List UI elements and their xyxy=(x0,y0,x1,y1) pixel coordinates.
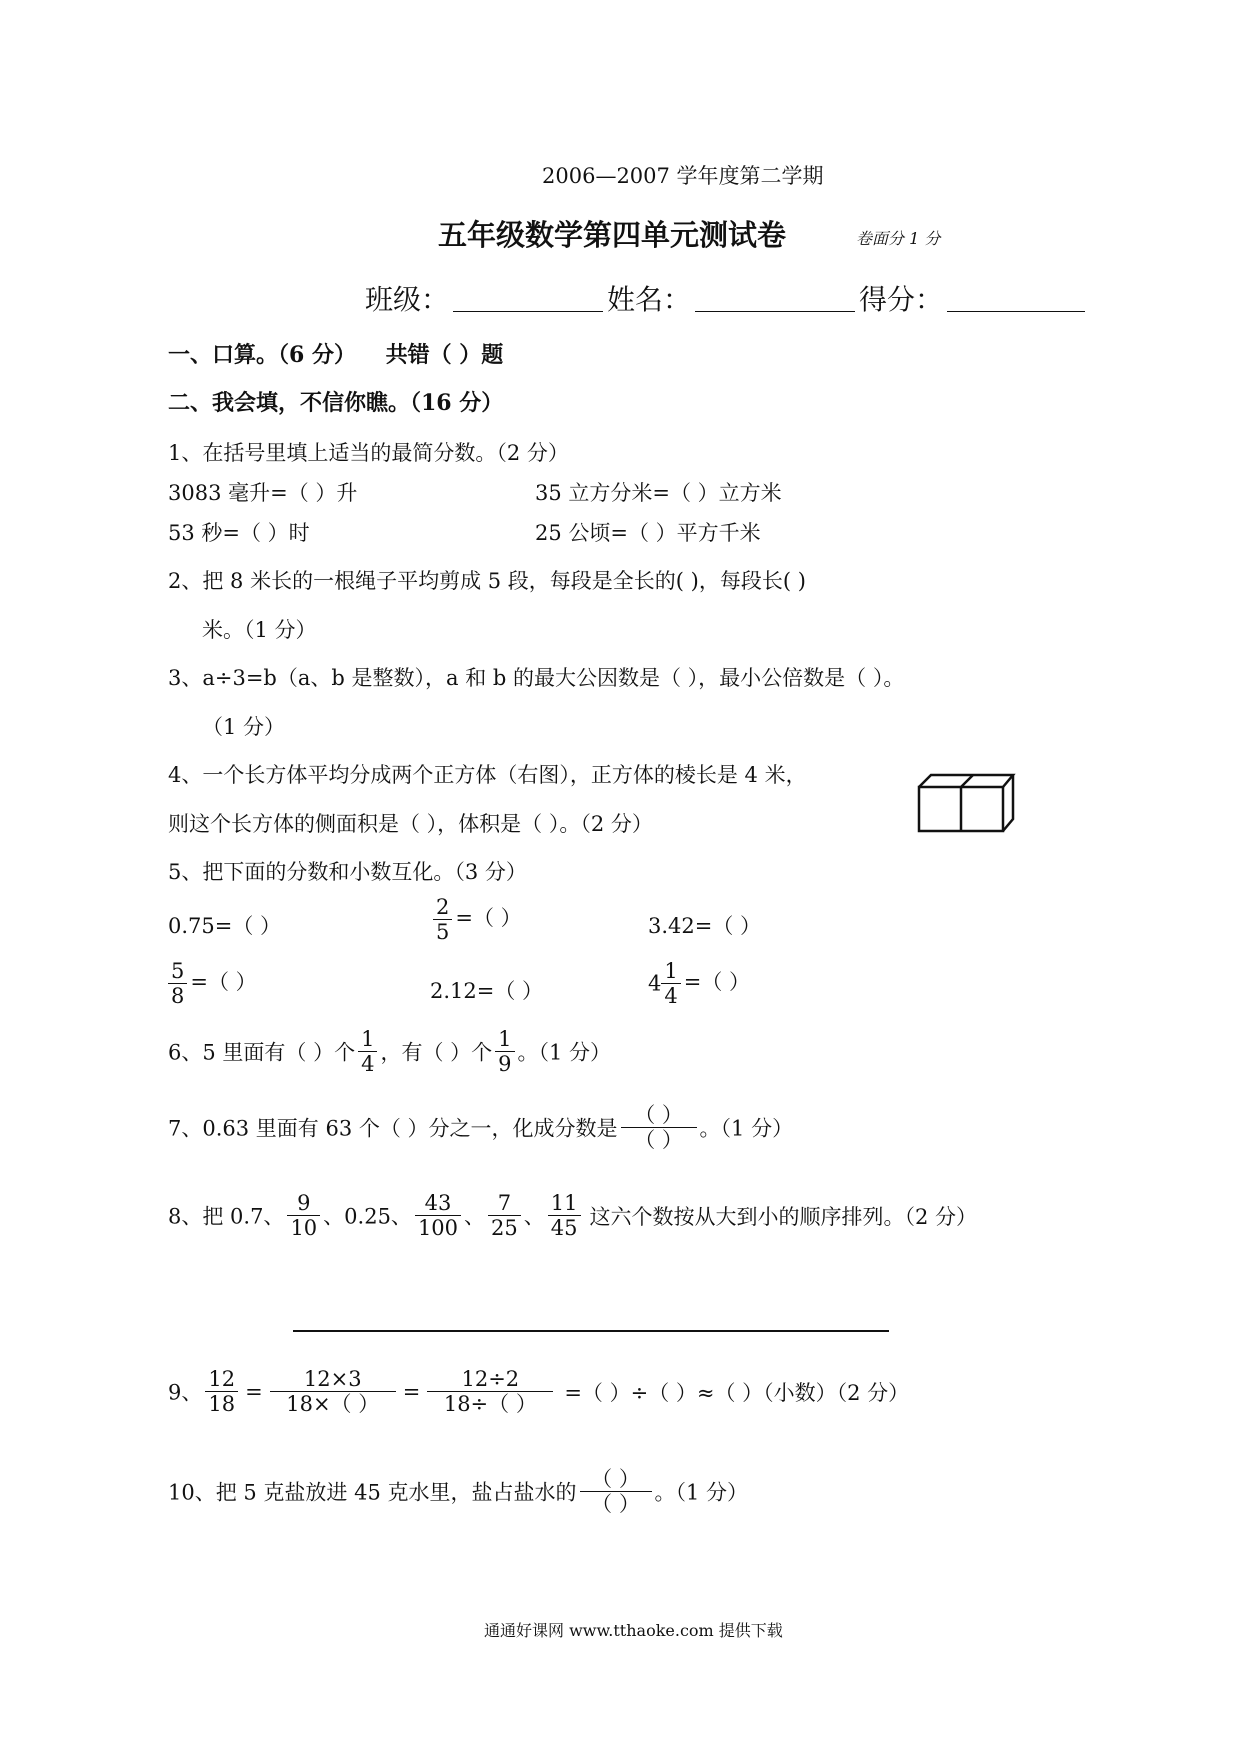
page-title: 五年级数学第四单元测试卷 xyxy=(438,218,787,252)
q2-line2: 米。（1 分） xyxy=(202,618,317,642)
class-label: 班级： xyxy=(365,283,450,316)
name-blank[interactable] xyxy=(695,310,855,312)
q4-line2: 则这个长方体的侧面积是（ ），体积是（ ）。（2 分） xyxy=(168,812,653,836)
name-label: 姓名： xyxy=(607,283,692,316)
student-info-row xyxy=(365,278,1089,318)
q5-c: 3.42=（ ） xyxy=(648,914,762,938)
q5-b: $\frac{2}{5}$ =（ ） xyxy=(430,896,522,943)
q1-b: 35 立方分米=（ ）立方米 xyxy=(535,481,782,505)
q8-answer-line[interactable] xyxy=(293,1330,889,1332)
score-label: 得分： xyxy=(859,283,944,316)
q7: 7、0.63 里面有 63 个（ ）分之一，化成分数是 $\frac{( )}{( )}$ 。（1 分） xyxy=(168,1103,794,1153)
q5-e: 2.12=（ ） xyxy=(430,979,544,1003)
section-1-wrong-count: 共错（ ）题 xyxy=(385,342,504,368)
q5-stem: 5、把下面的分数和小数互化。（3 分） xyxy=(168,860,527,884)
q5-f: 4 $\frac{1}{4}$ =（ ） xyxy=(648,959,751,1009)
q1-d: 25 公顷=（ ）平方千米 xyxy=(535,521,761,545)
q5-a: 0.75=（ ） xyxy=(168,914,282,938)
q1-c: 53 秒=（ ）时 xyxy=(168,521,310,545)
class-blank[interactable] xyxy=(453,310,603,312)
q10: 10、把 5 克盐放进 45 克水里，盐占盐水的 $\frac{( )}{( )}$ 。（1 分） xyxy=(168,1467,749,1517)
school-year: 2006—2007 学年度第二学期 xyxy=(542,164,824,188)
q1-stem: 1、在括号里填上适当的最简分数。（2 分） xyxy=(168,441,569,465)
q1-a: 3083 毫升=（ ）升 xyxy=(168,481,358,505)
q9: 9、 $\frac{12}{18}$ = $\frac{12\times 3}{18\times( )}$ = $\frac{12\div 2}{18\div( )}$ =（ ）÷（ ）≈（ ）（小数）（2 分） xyxy=(168,1367,910,1417)
q5-d: $\frac{5}{8}$ =（ ） xyxy=(165,960,257,1007)
section-1-title: 一、口算。（6 分） xyxy=(168,342,356,368)
q2-line1: 2、把 8 米长的一根绳子平均剪成 5 段，每段是全长的( )，每段长( ) xyxy=(168,569,806,593)
q4-line1: 4、一个长方体平均分成两个正方体（右图），正方体的棱长是 4 米， xyxy=(168,763,807,787)
section-1 xyxy=(168,338,503,369)
neatness-score: 卷面分 1 分 xyxy=(856,229,941,248)
cuboid-figure xyxy=(917,773,1017,833)
q8: 8、把 0.7、 $\frac{9}{10}$ 、0.25、 $\frac{43}{100}$ 、 $\frac{7}{25}$ 、 $\frac{11}{45}$ 这六个数按从大到小的顺序排列。（2 分） xyxy=(168,1191,978,1241)
q3-line1: 3、a÷3=b（a、b 是整数），a 和 b 的最大公因数是（ ），最小公倍数是（ ）。 xyxy=(168,666,905,690)
section-2-title: 二、我会填，不信你瞧。（16 分） xyxy=(168,390,504,416)
q3-line2: （1 分） xyxy=(202,715,286,739)
footer-text: 通通好课网 www.tthaoke.com 提供下载 xyxy=(484,1621,783,1640)
q6: 6、5 里面有（ ）个 $\frac{1}{4}$ ，有（ ）个 $\frac{1}{9}$ 。（1 分） xyxy=(168,1027,612,1077)
score-blank[interactable] xyxy=(947,310,1085,312)
